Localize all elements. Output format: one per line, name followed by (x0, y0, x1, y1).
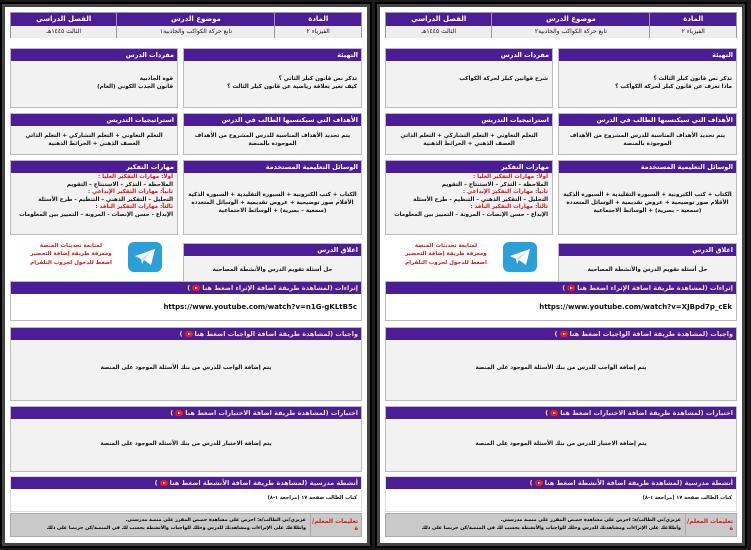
vocab-title: مفردات الدرس (11, 49, 177, 61)
lesson-header-table (385, 12, 737, 38)
telegram-icon[interactable] (128, 242, 162, 272)
paren: ) (529, 479, 533, 487)
enrichment-title[interactable] (11, 282, 361, 294)
notes-line: عزيزي/تي الطالب/ة: احرص على مشاهدة حصص المقرر على منصة مدرستي. (500, 518, 681, 523)
teacher-notes-label: تعليمات المعلم/ة (312, 518, 358, 532)
teacher-notes (10, 513, 362, 537)
strategies-text: التعلم التعاوني + التعلم التشاركي + التعلم الذاتي العصف الذهني + الخرائط الذهنية (25, 132, 163, 147)
notes-line: واطلاعك على الإثراءات ومشاهدتك للدرس وحلك للواجبات والأنشطة يحسب لك في المنصة/كن حريصا على ذلك (46, 525, 306, 531)
tools-text: الكتاب + كتب الكترونية + السبورة التقليدية + السبورة الذكية الأقلام صور توضيحية + عروض تقديمية + الوسائل المتعددة (سمعية – بصرية) + الوسائط الاجتماعية (188, 191, 357, 215)
goals-text: يتم تحديد الأهداف المناسبة للدرس المشروح من الأهداف الموجودة بالمنصة (194, 132, 351, 147)
strategies-section (10, 113, 178, 155)
vocab-section (385, 48, 553, 108)
enrichment-section (10, 281, 362, 321)
youtube-icon[interactable] (560, 331, 568, 337)
teacher-notes (385, 513, 737, 537)
strategies-title: استراتيجيات التدريس (11, 114, 177, 126)
closing-text: حل أسئلة تقويم الدرس والأنشطة المصاحبة (212, 266, 333, 273)
skills-heading: ثانياً: مهارات التفكير الإبداعي : (87, 189, 173, 196)
telegram-line: ومعرفة طريقة إضافة التحضير (405, 251, 487, 258)
skills-heading: ثانياً: مهارات التفكير الإبداعي : (462, 189, 548, 196)
skills-line: الملاحظة – التذكر – الاستنتاج – التقويم (66, 181, 173, 188)
enrichment-link[interactable]: https://www.youtube.com/watch?v=XJBpd7p_cEk (539, 303, 732, 311)
tests-section (385, 406, 737, 472)
teacher-notes-label: تعليمات المعلم/ة (687, 518, 733, 532)
telegram-line: اضغط للدخول لجروب التلقرام (405, 259, 487, 266)
warmup-line: كيف تعبر بعلاقة رياضية عن قانون كبلر الثالث ؟ (227, 84, 357, 91)
skills-heading: ثالثاً: مهارات التفكير الناقد : (470, 204, 548, 211)
skills-heading: أولاً: مهارات التفكير العليا : (97, 174, 173, 180)
tools-text: الكتاب + كتب الكترونية + السبورة التقليدية + السبورة الذكية الأقلام صور توضيحية + عروض تقديمية + الوسائل المتعددة (سمعية – بصرية) + الوسائط الاجتماعية (563, 191, 732, 215)
skills-heading: ثالثاً: مهارات التفكير الناقد : (95, 204, 173, 211)
strategies-text: التعلم التعاوني + التعلم التشاركي + التعلم الذاتي العصف الذهني + الخرائط الذهنية (400, 132, 538, 147)
activities-section (385, 476, 737, 512)
goals-text: يتم تحديد الأهداف المناسبة للدرس المشروح من الأهداف الموجودة بالمنصة (569, 132, 726, 147)
skills-title: مهارات التفكير (386, 161, 552, 173)
telegram-link[interactable] (401, 242, 491, 267)
closing-text: حل أسئلة تقويم الدرس والأنشطة المصاحبة (587, 266, 708, 273)
enrichment-title[interactable] (386, 282, 736, 294)
vocab-title: مفردات الدرس (386, 49, 552, 61)
activities-title-text: أنشطة مدرسية (لمشاهدة طريقة اضافة الأنشطة اضغط هنا (544, 479, 733, 487)
activities-title-text: أنشطة مدرسية (لمشاهدة طريقة اضافة الأنشطة اضغط هنا (169, 479, 358, 487)
subject-value: الفيزياء ٢ (275, 26, 361, 38)
paren: ) (170, 409, 174, 417)
lesson-header-table (10, 12, 362, 38)
homework-section (385, 327, 737, 401)
strategies-section (385, 113, 553, 155)
youtube-icon[interactable] (550, 410, 558, 416)
goals-title: الأهداف التي سيكتسبها الطالب في الدرس (184, 114, 361, 126)
activities-title[interactable] (11, 477, 361, 489)
warmup-line: تذكر نص قانون كبلر الثالث ؟ (653, 76, 732, 82)
term-label: الفصل الدراسي (11, 13, 116, 26)
enrichment-link[interactable]: https://www.youtube.com/watch?v=n1G-gKLtB5c (163, 303, 357, 311)
tools-title: الوسائل التعليمية المستخدمة (184, 161, 361, 173)
tests-text: يتم إضافة الاختبار للدرس من بنك الأسئلة الموجود على المنصة (475, 440, 647, 447)
telegram-icon[interactable] (503, 242, 537, 272)
tests-text: يتم إضافة الاختبار للدرس من بنك الأسئلة الموجود على المنصة (100, 440, 272, 447)
skills-line: الإبداع - حسن الإنصات - المرونة – التمييز بين المعلومات (394, 211, 548, 218)
closing-section (183, 243, 362, 285)
vocab-section (10, 48, 178, 108)
skills-line: التحليل – التفكير الذهني – التنظيم - طرح الأسئلة (413, 196, 548, 203)
tests-title-text: اختبارات (لمشاهدة طريقة اضافة الاختبارات اضغط هنا (560, 409, 733, 417)
thinking-skills-section (385, 160, 553, 235)
lesson-plan-page (377, 4, 745, 546)
term-value: الثالث ١٤٤٥هـ (11, 26, 116, 38)
paren: ) (187, 284, 191, 292)
telegram-line: اضغط للدخول لجروب التلقرام (30, 259, 112, 266)
topic-label: موضوع الدرس (117, 13, 274, 26)
homework-title-text: واجبات (لمشاهدة طريقة اضافة الواجبات اضغط هنا (194, 330, 358, 338)
subject-label: المادة (275, 13, 361, 26)
enrichment-section (385, 281, 737, 321)
tools-section (558, 160, 737, 235)
homework-text: يتم إضافة الواجب للدرس من بنك الأسئلة الموجود على المنصة (100, 364, 272, 371)
tests-section (10, 406, 362, 472)
closing-title: اغلاق الدرس (559, 244, 736, 256)
notes-line: واطلاعك على الإثراءات ومشاهدتك للدرس وحلك للواجبات والأنشطة يحسب لك في المنصة/كن حريصا على ذلك (421, 525, 681, 531)
activities-section (10, 476, 362, 512)
topic-value: تابع حركة الكواكب والجاذبية٢ (492, 26, 649, 38)
telegram-link[interactable] (26, 242, 116, 267)
paren: ) (154, 479, 158, 487)
skills-heading: أولاً: مهارات التفكير العليا : (472, 174, 548, 180)
term-label: الفصل الدراسي (386, 13, 491, 26)
goals-title: الأهداف التي سيكتسبها الطالب في الدرس (559, 114, 736, 126)
term-value: الثالث ١٤٤٥هـ (386, 26, 491, 38)
skills-line: الإبداع - حسن الإنصات - المرونة – التمييز بين المعلومات (19, 211, 173, 218)
topic-label: موضوع الدرس (492, 13, 649, 26)
notes-line: عزيزي/تي الطالب/ة: احرص على مشاهدة حصص المقرر على منصة مدرستي. (125, 518, 306, 523)
enrichment-title-text: إثراءات (لمشاهدة طريقة اضافة الإثراء اضغط هنا (202, 284, 358, 292)
homework-title[interactable] (386, 328, 736, 340)
tests-title-text: اختبارات (لمشاهدة طريقة اضافة الاختبارات اضغط هنا (185, 409, 358, 417)
youtube-icon[interactable] (192, 285, 200, 291)
goals-section (183, 113, 362, 155)
paren: ) (179, 330, 183, 338)
homework-title-text: واجبات (لمشاهدة طريقة اضافة الواجبات اضغط هنا (569, 330, 733, 338)
tests-title[interactable] (386, 407, 736, 419)
activities-text: كتاب الطالب صفحة ١٧ (مراجعة ١-٨) (267, 495, 357, 501)
strategies-title: استراتيجيات التدريس (386, 114, 552, 126)
activities-text: كتاب الطالب صفحة ١٧ (مراجعة ١-٨) (642, 495, 732, 501)
youtube-icon[interactable] (535, 480, 543, 486)
enrichment-title-text: إثراءات (لمشاهدة طريقة اضافة الإثراء اضغط هنا (577, 284, 733, 292)
warmup-line: تذكر نص قانون كبلر الثاني ؟ (278, 76, 357, 82)
skills-line: الملاحظة – التذكر – الاستنتاج – التقويم (441, 181, 548, 188)
warmup-section (183, 48, 362, 108)
closing-section (558, 243, 737, 285)
telegram-line: لمتابعة تحديثات المنصة (414, 243, 478, 249)
telegram-line: ومعرفة طريقة إضافة التحضير (30, 251, 112, 258)
vocab-line: قانون الجذب الكوني (العام) (97, 84, 173, 91)
tools-section (183, 160, 362, 235)
vocab-line: شرح قوانين كبلر لحركة الكواكب (459, 76, 548, 82)
youtube-icon[interactable] (160, 480, 168, 486)
vocab-line: قوة الجاذبية (139, 76, 173, 82)
warmup-title: التهيئة (559, 49, 736, 61)
telegram-line: لمتابعة تحديثات المنصة (39, 243, 103, 249)
homework-title[interactable] (11, 328, 361, 340)
warmup-section (558, 48, 737, 108)
skills-line: التحليل – التفكير الذهني – التنظيم - طرح الأسئلة (38, 196, 173, 203)
warmup-title: التهيئة (184, 49, 361, 61)
youtube-icon[interactable] (567, 285, 575, 291)
subject-value: الفيزياء ٢ (650, 26, 736, 38)
lesson-plan-page (2, 4, 370, 546)
tools-title: الوسائل التعليمية المستخدمة (559, 161, 736, 173)
skills-title: مهارات التفكير (11, 161, 177, 173)
youtube-icon[interactable] (185, 331, 193, 337)
topic-value: تابع حركة الكواكب والجاذبية١ (117, 26, 274, 38)
paren: ) (562, 284, 566, 292)
closing-title: اغلاق الدرس (184, 244, 361, 256)
homework-section (10, 327, 362, 401)
tests-title[interactable] (11, 407, 361, 419)
warmup-line: ماذا تعرف عن قانون كبلر لحركة الكواكب ؟ (615, 84, 732, 91)
homework-text: يتم إضافة الواجب للدرس من بنك الأسئلة الموجود على المنصة (475, 364, 647, 371)
youtube-icon[interactable] (175, 410, 183, 416)
thinking-skills-section (10, 160, 178, 235)
activities-title[interactable] (386, 477, 736, 489)
subject-label: المادة (650, 13, 736, 26)
goals-section (558, 113, 737, 155)
paren: ) (554, 330, 558, 338)
paren: ) (545, 409, 549, 417)
